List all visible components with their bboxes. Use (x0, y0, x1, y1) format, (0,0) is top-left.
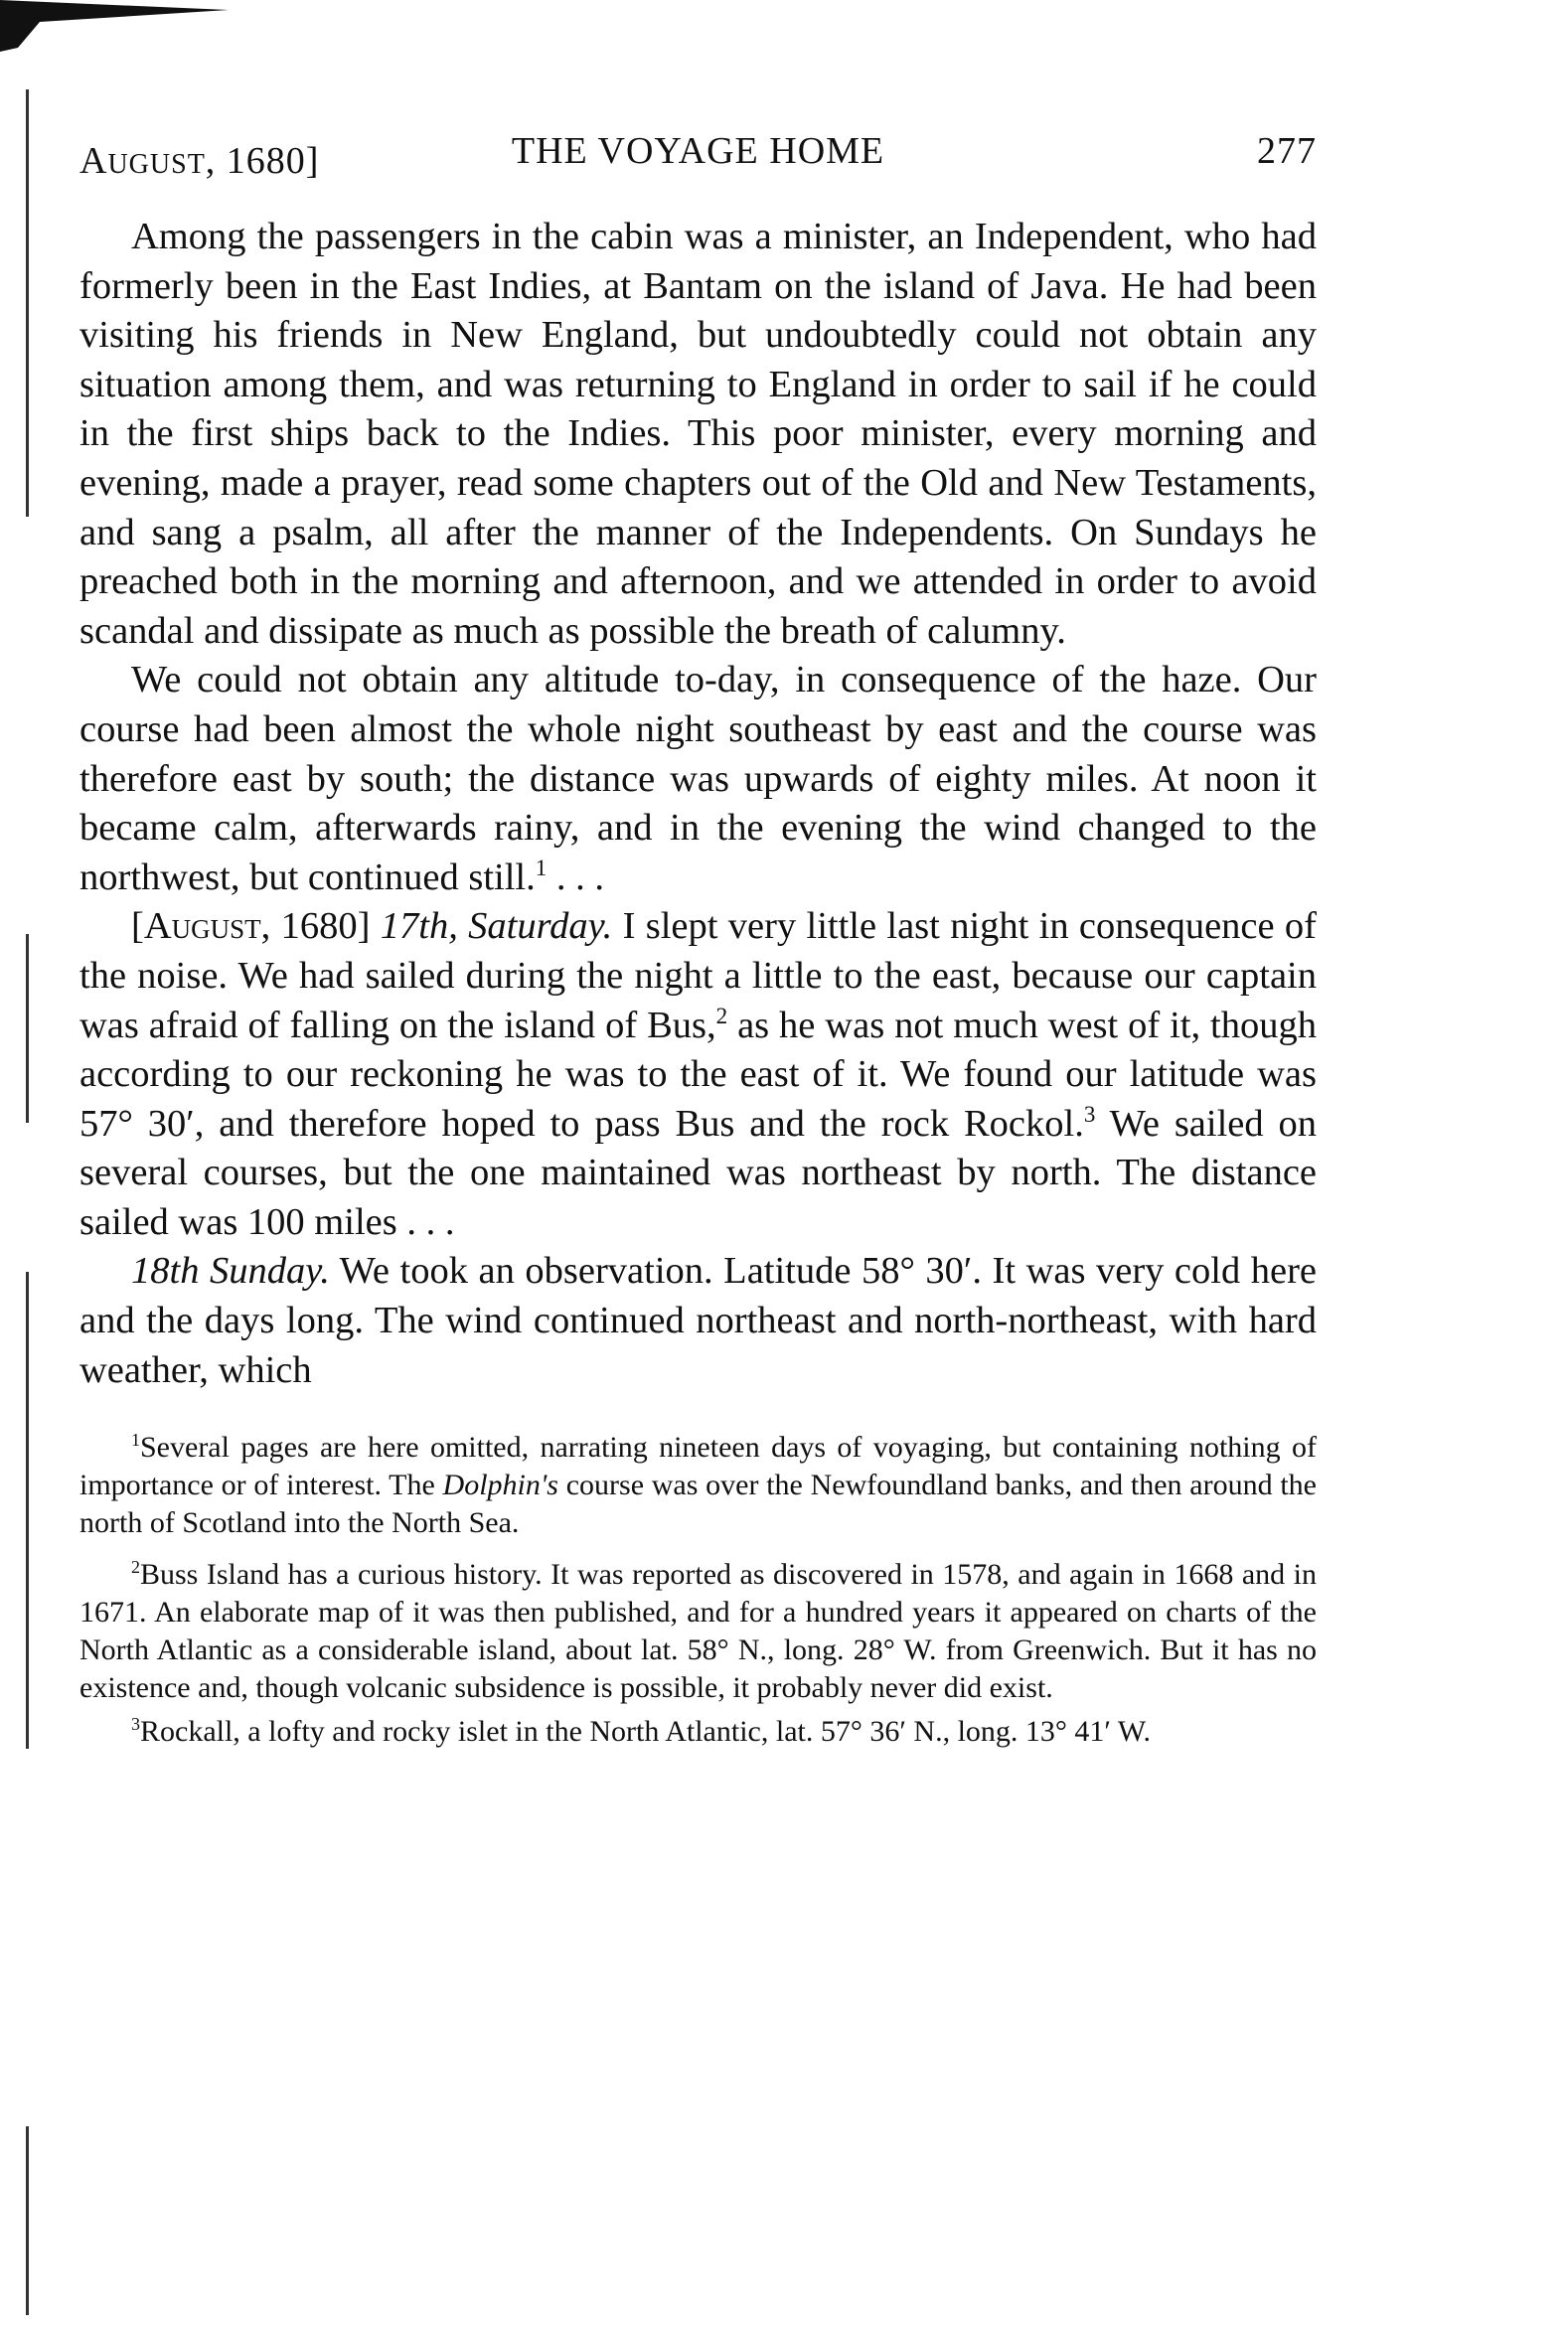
footnote-ref-3: 3 (1083, 1100, 1096, 1127)
paragraph-1: Among the passengers in the cabin was a minister, an Independent, who had formerly been in the East Indies, at Bantam on the island of Java. He had been visiting his friends in New England, but undoubtedly could not obtain any situation among them, and was returning to England in order to sail if he could in the first ships back to the Indies. This poor minister, every morning and evening, made a prayer, read some chapters out of the Old and New Testaments, and sang a psalm, all after the manner of the Independents. On Sundays he preached both in the morning and afternoon, and we attended in order to avoid scandal and dissipate as much as possible the breath of calumny. (79, 216, 1317, 652)
paragraph-3: [August, 1680] 17th, Saturday. I slept very little last night in consequence of the noise. We had sailed during the night a little to the east, because our captain was afraid of falling on the island of Bus,$^2$ as he was not much west of it, though according to our reckoning he was to the east of it. We found our latitude was 57° 30′, and therefore hoped to pass Bus and the rock Rockol.$^3$ We sailed on several courses, but the one maintained was northeast by north. The distance sailed was 100 miles . . . (79, 905, 1318, 1243)
entry-date: 18th Sunday. (131, 1250, 330, 1293)
book-page (79, 119, 1317, 1765)
footnotes (79, 1429, 1317, 1751)
margin-rule-middle (26, 934, 29, 1123)
running-head-title: THE VOYAGE HOME (511, 130, 885, 172)
footnote-ref-2: 2 (715, 1002, 728, 1028)
page-number: 277 (1257, 130, 1317, 172)
footnote-2: $^2$Buss Island has a curious history. It was reported as discovered in 1578, and again in 1668 and in 1671. An elaborate map of it was then published, and for a hundred years it appeared on charts of the North Atlantic as a considerable island, about lat. 58° N., long. 28° W. from Greenwich. But it has no existence and, though volcanic subsidence is possible, it probably never did exist. (79, 1557, 1317, 1705)
paragraph-4: 18th Sunday. We took an observation. Latitude 58° 30′. It was very cold here and the days long. The wind continued northeast and north-northeast, with hard weather, which (79, 1250, 1317, 1391)
margin-rule-upper (26, 89, 29, 517)
body-text (79, 213, 1317, 1395)
footnote-ref-1: 1 (535, 854, 548, 880)
running-head-date: AUGUST, 1680] (79, 140, 320, 182)
margin-rule-lower (26, 1272, 29, 1749)
entry-date: 17th, Saturday. (380, 905, 613, 948)
running-header (79, 119, 1317, 189)
scan-corner-mark (0, 0, 258, 60)
paragraph-2: We could not obtain any altitude to-day, in consequence of the haze. Our course had been almost the whole night southeast by east and the course was therefore east by south; the distance was upwards of eighty miles. At noon it became calm, afterwards rainy, and in the evening the wind changed to the northwest, but continued still.$^1$ . . . (79, 659, 1317, 898)
footnote-3: $^3$Rockall, a lofty and rocky islet in the North Atlantic, lat. 57° 36′ N., long. 13° 41′ W. (131, 1714, 1151, 1749)
margin-rule-bottom (26, 2126, 29, 2315)
footnote-1: $^1$Several pages are here omitted, narrating nineteen days of voyaging, but containing nothing of importance or of interest. The Dolphin's course was over the Newfoundland banks, and then around the north of Scotland into the North Sea. (79, 1430, 1317, 1540)
